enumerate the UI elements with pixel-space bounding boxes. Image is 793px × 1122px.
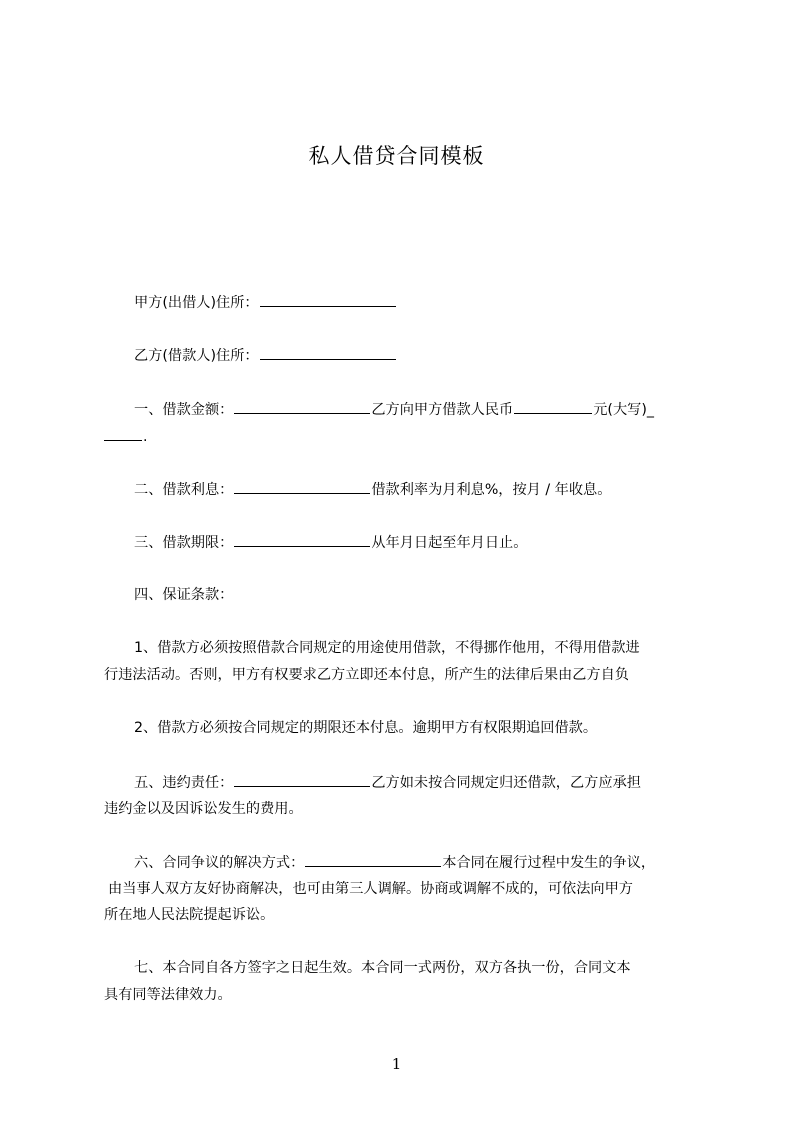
party-a-blank: [260, 292, 396, 307]
term-line: [134, 532, 734, 553]
dispute-line-3: 所在地人民法院提起诉讼。: [104, 907, 275, 923]
term-label: 三、借款期限：: [134, 535, 234, 551]
effect-line-1: 七、本合同自各方签字之日起生效。本合同一式两份，双方各执一份，合同文本: [134, 960, 631, 976]
amount-capital-label: 元(大写)_: [593, 402, 654, 418]
term-text: 从年月日起至年月日止。: [371, 535, 528, 551]
dispute-blank: [305, 852, 441, 867]
guarantee-heading: 四、保证条款：: [134, 587, 234, 603]
party-b-label: 乙方(借款人)住所：: [134, 348, 259, 364]
breach-line: [134, 772, 734, 793]
dispute-line: [134, 852, 734, 873]
amount-line: [134, 399, 734, 420]
breach-label: 五、违约责任：: [134, 775, 234, 791]
interest-text: 借款利率为月利息%，按月 / 年收息。: [371, 482, 612, 498]
interest-label: 二、借款利息：: [134, 482, 234, 498]
document-title: 私人借贷合同模板: [308, 144, 485, 168]
guarantee-clause-1-line-1: 1、借款方必须按照借款合同规定的用途使用借款，不得挪作他用，不得用借款进: [134, 640, 640, 656]
amount-line-2: [104, 426, 704, 447]
amount-capital-blank: [104, 426, 142, 441]
party-a-line: [134, 292, 734, 313]
party-b-blank: [260, 345, 396, 360]
interest-line: [134, 479, 734, 500]
breach-text: 乙方如未按合同规定归还借款，乙方应承担: [371, 775, 641, 791]
guarantee-clause-2: 2、借款方必须按合同规定的期限还本付息。逾期甲方有权限期追回借款。: [134, 720, 598, 736]
dispute-text: 本合同在履行过程中发生的争议，: [442, 855, 656, 871]
amount-end: .: [143, 429, 148, 445]
party-a-label: 甲方(出借人)住所：: [134, 295, 259, 311]
amount-label: 一、借款金额：: [134, 402, 234, 418]
amount-text: 乙方向甲方借款人民币: [371, 402, 514, 418]
party-b-line: [134, 345, 734, 366]
dispute-label: 六、合同争议的解决方式：: [134, 855, 305, 871]
dispute-line-2: 由当事人双方友好协商解决，也可由第三人调解。协商或调解不成的，可依法向甲方: [108, 881, 633, 897]
effect-line-2: 具有同等法律效力。: [104, 987, 232, 1003]
breach-blank: [234, 772, 370, 787]
breach-line-2: 违约金以及因诉讼发生的费用。: [104, 801, 303, 817]
guarantee-clause-1-line-2: 行违法活动。否则，甲方有权要求乙方立即还本付息，所产生的法律后果由乙方自负: [104, 667, 629, 683]
page-number: 1: [391, 1055, 402, 1073]
interest-blank: [234, 479, 370, 494]
amount-rmb-blank: [514, 399, 592, 414]
term-blank: [234, 532, 370, 547]
amount-blank: [234, 399, 370, 414]
